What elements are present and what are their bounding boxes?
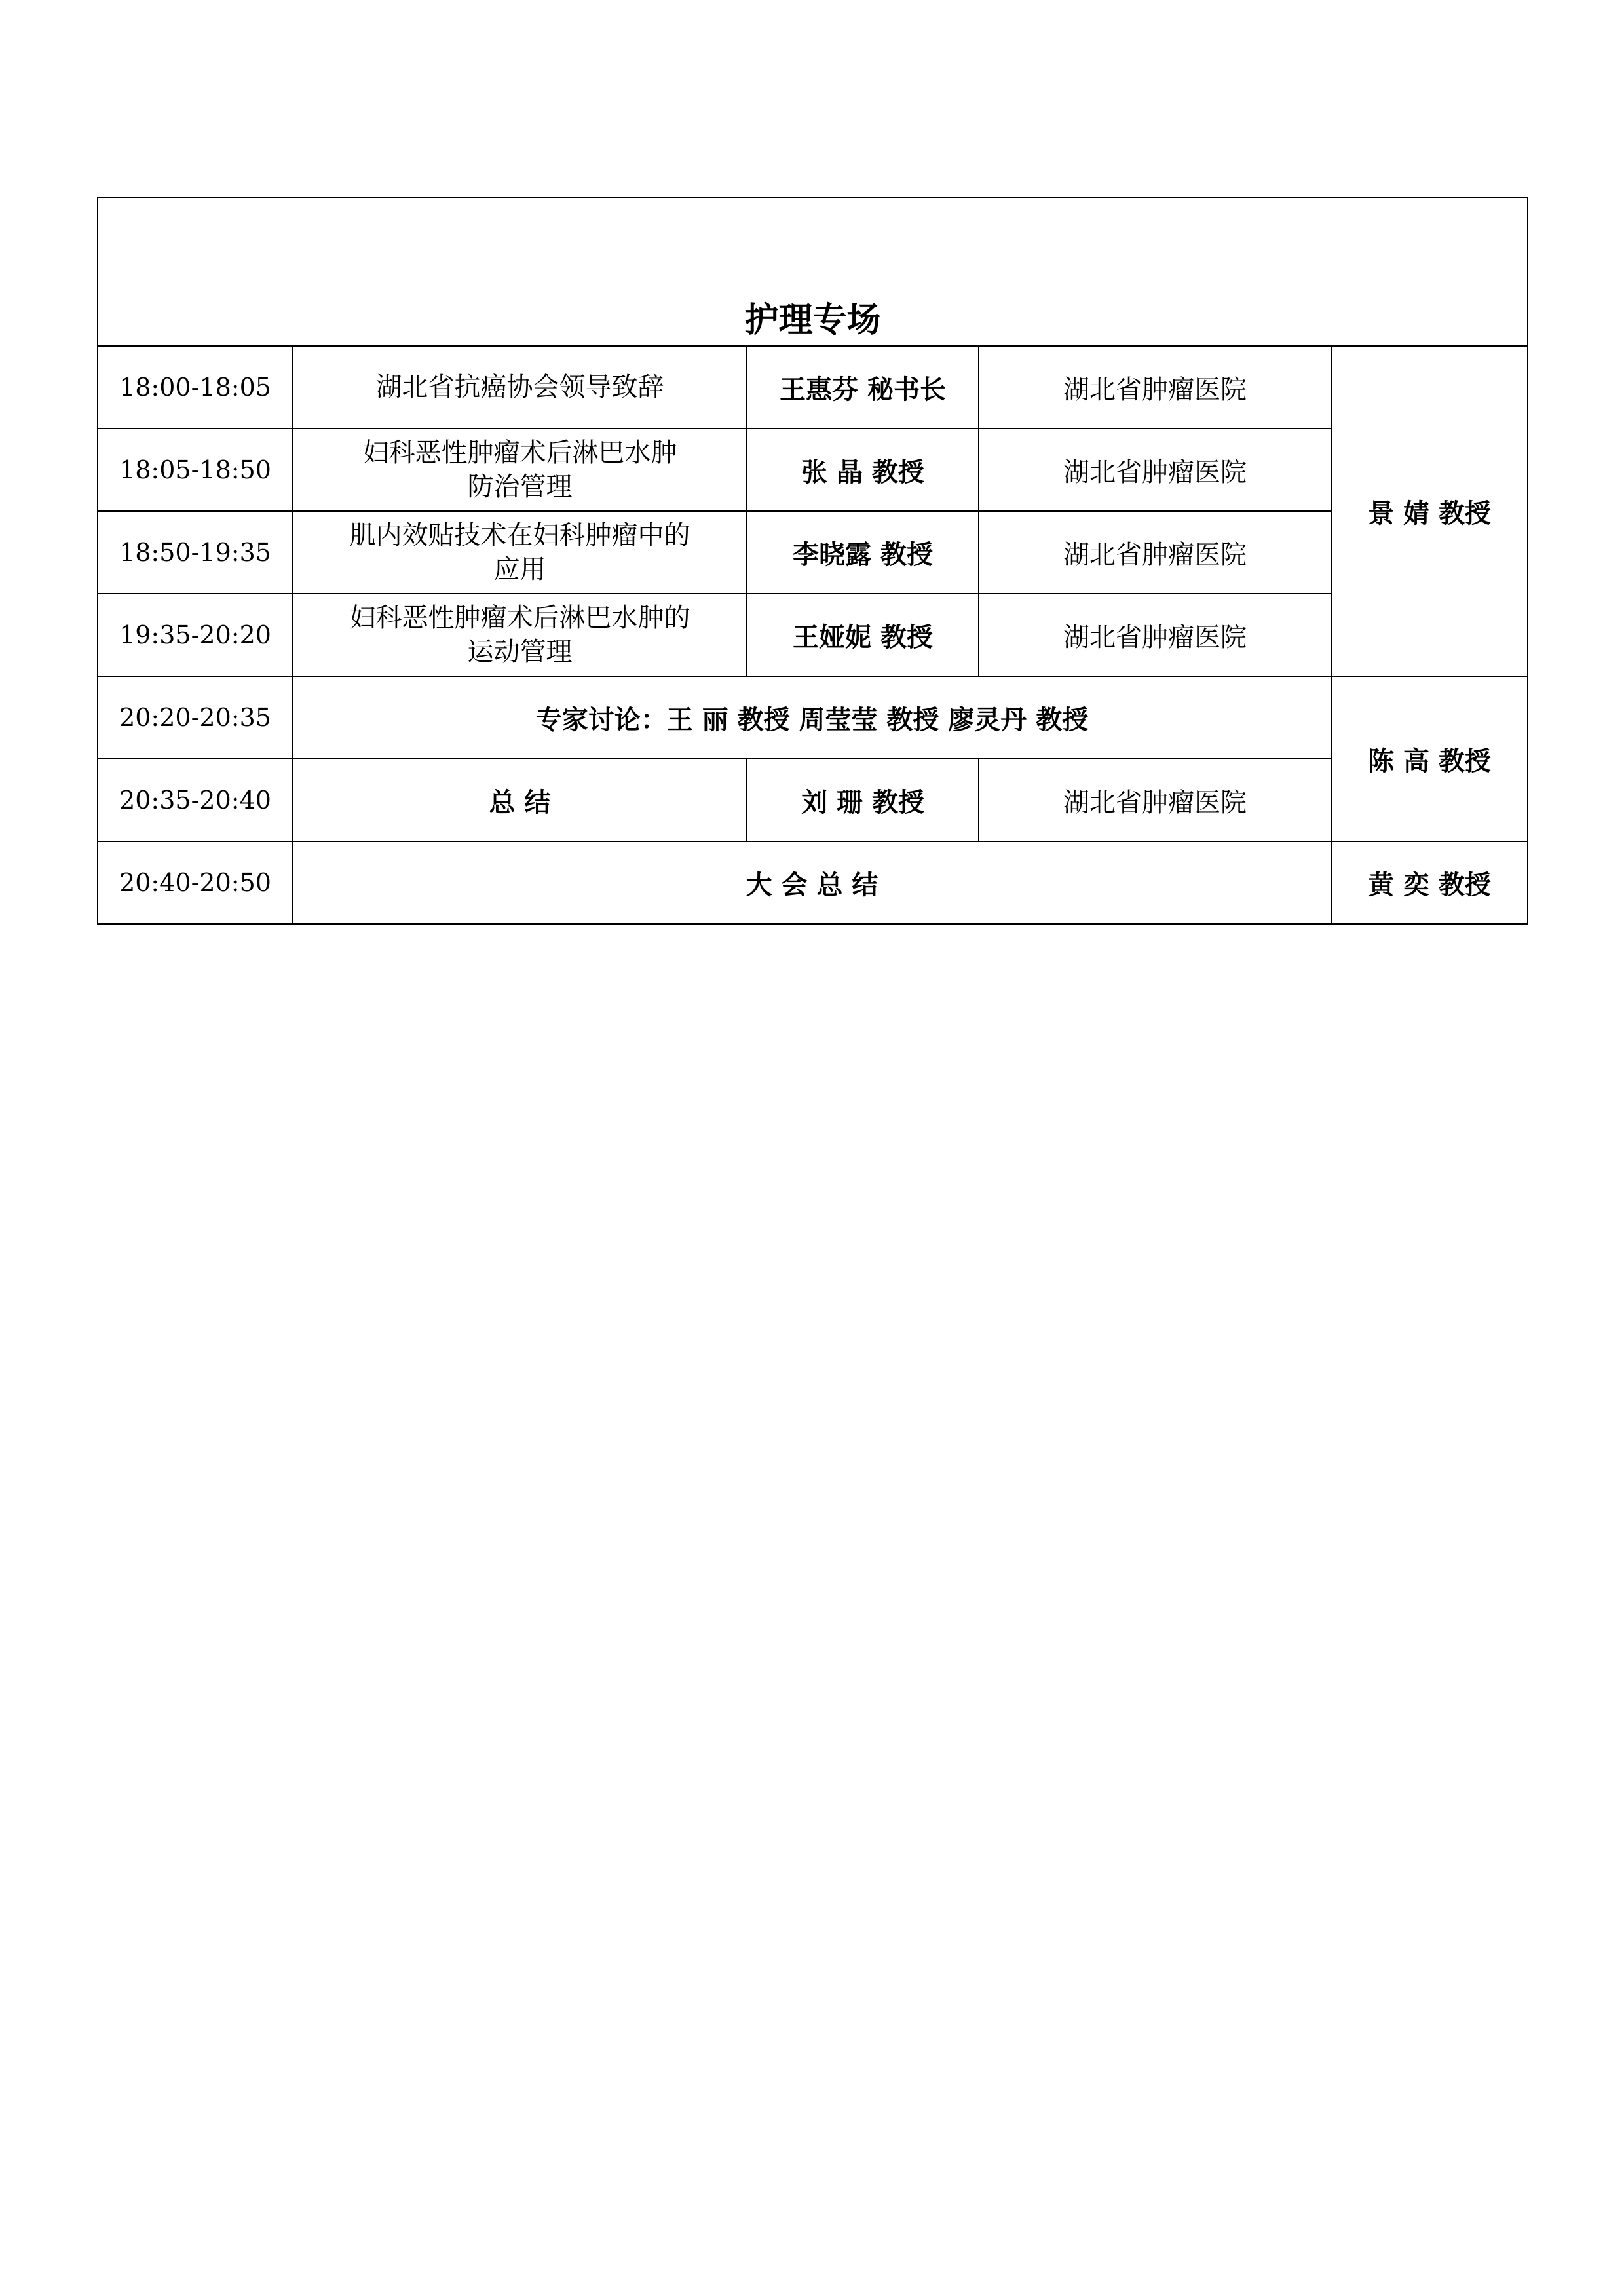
speaker-cell: 王娅妮 教授: [747, 594, 979, 676]
topic-line: 妇科恶性肿瘤术后淋巴水肿: [362, 438, 677, 468]
time-cell: 18:05-18:50: [98, 429, 293, 511]
summary-row: [98, 759, 1528, 841]
chair-cell: 景 婧 教授: [1331, 346, 1528, 676]
topic-cell: [293, 429, 747, 511]
topic-line: 湖北省抗癌协会领导致辞: [375, 372, 664, 402]
table-row: [98, 594, 1528, 676]
table-row: [98, 346, 1528, 429]
discussion-row: [98, 676, 1528, 759]
topic-line: 运动管理: [467, 637, 573, 667]
org-cell: 湖北省肿瘤医院: [979, 511, 1331, 594]
topic-cell: [293, 511, 747, 594]
topic-line: 应用: [493, 554, 546, 584]
speaker-cell: 王惠芬 秘书长: [747, 346, 979, 429]
discussion-cell: 专家讨论：王 丽 教授 周莹莹 教授 廖灵丹 教授: [293, 676, 1331, 759]
title-row: [98, 197, 1528, 346]
time-cell: 20:35-20:40: [98, 759, 293, 841]
org-cell: 湖北省肿瘤医院: [979, 346, 1331, 429]
agenda-table: [97, 197, 1528, 925]
speaker-cell: 张 晶 教授: [747, 429, 979, 511]
topic-cell: [293, 346, 747, 429]
topic-cell: [293, 594, 747, 676]
time-cell: 19:35-20:20: [98, 594, 293, 676]
speaker-cell: 李晓露 教授: [747, 511, 979, 594]
topic-line: 妇科恶性肿瘤术后淋巴水肿的: [349, 603, 690, 633]
time-cell: 18:00-18:05: [98, 346, 293, 429]
time-cell: 18:50-19:35: [98, 511, 293, 594]
org-cell: 湖北省肿瘤医院: [979, 759, 1331, 841]
org-cell: 湖北省肿瘤医院: [979, 594, 1331, 676]
table-row: [98, 511, 1528, 594]
closing-label: 大 会 总 结: [293, 841, 1331, 924]
topic-line: 防治管理: [467, 472, 573, 502]
chair-cell: 陈 高 教授: [1331, 676, 1528, 841]
closing-row: [98, 841, 1528, 924]
topic-line: 肌内效贴技术在妇科肿瘤中的: [349, 520, 690, 550]
chair-cell: 黄 奕 教授: [1331, 841, 1528, 924]
org-cell: 湖北省肿瘤医院: [979, 429, 1331, 511]
time-cell: 20:40-20:50: [98, 841, 293, 924]
time-cell: 20:20-20:35: [98, 676, 293, 759]
table-row: [98, 429, 1528, 511]
summary-label: 总 结: [293, 759, 747, 841]
session-title: 护理专场: [98, 197, 1528, 346]
speaker-cell: 刘 珊 教授: [747, 759, 979, 841]
